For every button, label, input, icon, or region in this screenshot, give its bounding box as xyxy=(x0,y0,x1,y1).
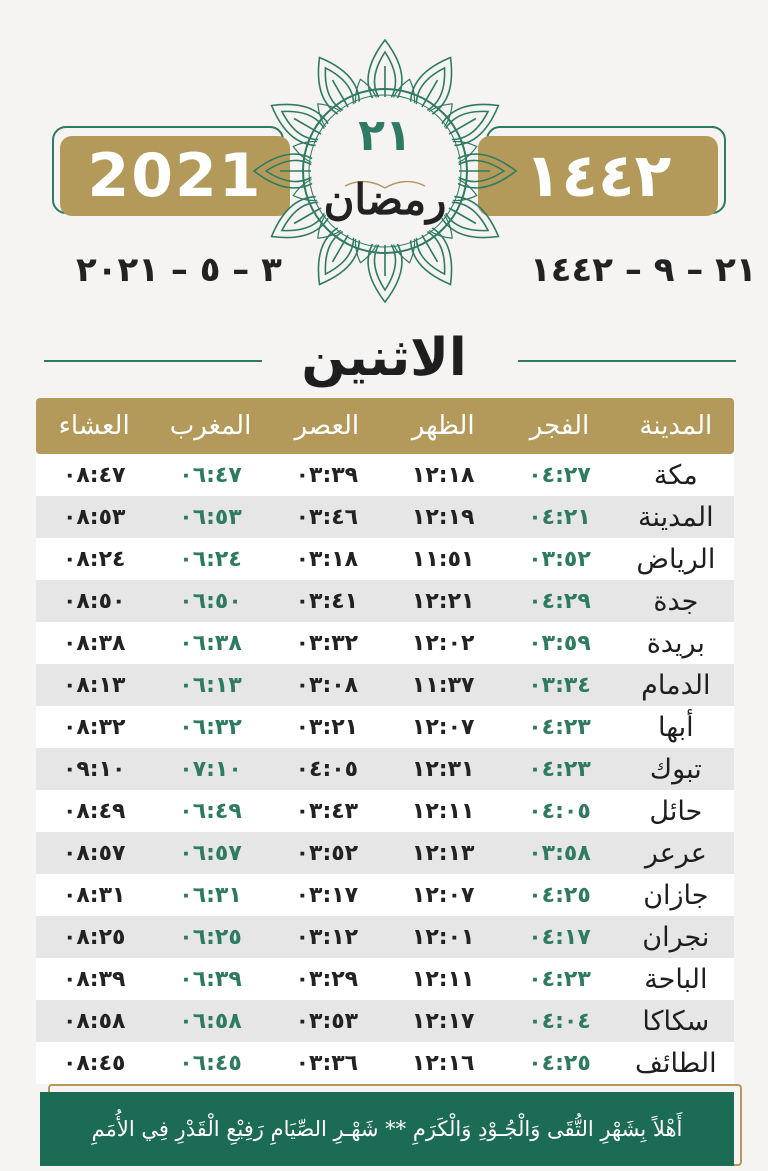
table-row xyxy=(36,496,734,538)
header-city: المدينة xyxy=(639,411,713,441)
cell-asr: ٠٣:٥٢ xyxy=(295,840,359,866)
cell-fajr: ٠٤:٢٥ xyxy=(528,882,591,908)
cell-asr: ٠٣:٣٦ xyxy=(295,1050,359,1076)
cell-maghrib: ٠٦:٣٨ xyxy=(179,630,242,656)
cell-maghrib: ٠٦:٥٠ xyxy=(179,588,242,614)
cell-asr: ٠٣:٠٨ xyxy=(295,672,359,698)
cell-fajr: ٠٤:٢٥ xyxy=(528,1050,591,1076)
table-row xyxy=(36,580,734,622)
cell-fajr: ٠٣:٥٩ xyxy=(528,630,591,656)
cell-maghrib: ٠٦:١٣ xyxy=(179,672,242,698)
ramadan-day-number: ٢١ xyxy=(358,110,412,161)
cell-isha: ٠٨:٥٨ xyxy=(62,1008,126,1034)
cell-asr: ٠٣:٥٣ xyxy=(295,1008,359,1034)
table-row xyxy=(36,664,734,706)
cell-fajr: ٠٣:٥٢ xyxy=(528,546,591,572)
cell-city: تبوك xyxy=(649,753,702,785)
header-isha: العشاء xyxy=(58,411,130,441)
table-header xyxy=(36,398,734,454)
cell-dhuhr: ١٢:٠١ xyxy=(411,924,475,950)
cell-city: نجران xyxy=(642,921,710,953)
cell-fajr: ٠٣:٣٤ xyxy=(528,672,591,698)
table-row xyxy=(36,706,734,748)
cell-isha: ٠٨:٣٩ xyxy=(62,966,126,992)
cell-asr: ٠٣:١٢ xyxy=(295,924,359,950)
cell-maghrib: ٠٦:٥٧ xyxy=(179,840,242,866)
cell-fajr: ٠٣:٥٨ xyxy=(528,840,591,866)
cell-city: جدة xyxy=(653,585,699,617)
cell-maghrib: ٠٦:٥٣ xyxy=(179,504,242,530)
cell-asr: ٠٣:١٨ xyxy=(295,546,359,572)
cell-dhuhr: ١١:٣٧ xyxy=(411,672,475,698)
cell-isha: ٠٨:٥٧ xyxy=(62,840,126,866)
cell-fajr: ٠٤:٠٤ xyxy=(528,1008,591,1034)
cell-dhuhr: ١٢:٠٧ xyxy=(411,714,475,740)
table-row xyxy=(36,454,734,496)
cell-isha: ٠٨:٥٣ xyxy=(62,504,126,530)
header-maghrib: المغرب xyxy=(169,411,252,441)
table-row xyxy=(36,832,734,874)
table-body xyxy=(36,454,734,1084)
table-row xyxy=(36,790,734,832)
cell-dhuhr: ١١:٥١ xyxy=(411,546,475,572)
cell-maghrib: ٠٦:٣٢ xyxy=(179,714,242,740)
cell-city: أبها xyxy=(657,711,694,743)
ramadan-emblem-icon xyxy=(250,36,520,306)
cell-maghrib: ٠٧:١٠ xyxy=(179,756,242,782)
cell-city: جازان xyxy=(643,879,709,911)
cell-asr: ٠٣:١٧ xyxy=(295,882,359,908)
cell-fajr: ٠٤:٢١ xyxy=(528,504,591,530)
cell-fajr: ٠٤:٠٥ xyxy=(528,798,591,824)
cell-dhuhr: ١٢:٠٢ xyxy=(411,630,475,656)
table-row xyxy=(36,1042,734,1084)
prayer-times-table xyxy=(36,398,734,1084)
cell-fajr: ٠٤:٢٣ xyxy=(528,714,591,740)
cell-dhuhr: ١٢:٠٧ xyxy=(411,882,475,908)
cell-dhuhr: ١٢:١٣ xyxy=(411,840,475,866)
cell-city: عرعر xyxy=(644,837,707,869)
cell-isha: ٠٨:٣٢ xyxy=(62,714,126,740)
cell-city: الباحة xyxy=(644,963,708,995)
table-row xyxy=(36,958,734,1000)
hijri-year: ١٤٤٢ xyxy=(524,141,672,211)
cell-fajr: ٠٤:٢٩ xyxy=(528,588,591,614)
table-row xyxy=(36,622,734,664)
cell-city: سكاكا xyxy=(642,1005,710,1037)
cell-maghrib: ٠٦:٤٩ xyxy=(179,798,242,824)
table-row xyxy=(36,916,734,958)
cell-dhuhr: ١٢:٢١ xyxy=(411,588,475,614)
header-fajr: الفجر xyxy=(529,411,590,441)
cell-isha: ٠٨:٢٥ xyxy=(62,924,126,950)
cell-isha: ٠٨:١٣ xyxy=(62,672,126,698)
cell-isha: ٠٩:١٠ xyxy=(62,756,126,782)
hijri-date: ٢١ – ٩ – ١٤٤٢ xyxy=(530,250,757,290)
cell-city: الدمام xyxy=(641,669,711,701)
cell-fajr: ٠٤:٢٣ xyxy=(528,966,591,992)
cell-maghrib: ٠٦:٢٤ xyxy=(179,546,242,572)
cell-asr: ٠٣:٣٩ xyxy=(295,462,359,488)
cell-asr: ٠٤:٠٥ xyxy=(295,756,359,782)
table-row xyxy=(36,538,734,580)
cell-maghrib: ٠٦:٤٧ xyxy=(179,462,242,488)
cell-dhuhr: ١٢:١١ xyxy=(411,798,475,824)
cell-fajr: ٠٤:١٧ xyxy=(528,924,591,950)
day-title: الاثنين xyxy=(301,328,467,388)
cell-city: بريدة xyxy=(646,627,705,659)
cell-city: الطائف xyxy=(635,1047,717,1079)
table-row xyxy=(36,1000,734,1042)
cell-maghrib: ٠٦:٣١ xyxy=(179,882,242,908)
ramadan-word: رمضان xyxy=(323,175,447,224)
gregorian-date: ٣ – ٥ – ٢٠٢١ xyxy=(76,250,282,290)
cell-isha: ٠٨:٥٠ xyxy=(62,588,126,614)
cell-asr: ٠٣:٣٢ xyxy=(295,630,359,656)
cell-maghrib: ٠٦:٣٩ xyxy=(179,966,242,992)
cell-isha: ٠٨:٢٤ xyxy=(62,546,126,572)
cell-dhuhr: ١٢:٣١ xyxy=(411,756,475,782)
cell-maghrib: ٠٦:٢٥ xyxy=(179,924,242,950)
cell-maghrib: ٠٦:٥٨ xyxy=(179,1008,242,1034)
header-asr: العصر xyxy=(294,411,360,441)
cell-asr: ٠٣:٢١ xyxy=(295,714,359,740)
cell-fajr: ٠٤:٢٣ xyxy=(528,756,591,782)
cell-asr: ٠٣:٤١ xyxy=(295,588,359,614)
cell-dhuhr: ١٢:١٧ xyxy=(411,1008,475,1034)
footer-verse-banner xyxy=(40,1092,734,1166)
footer-verse: أَهْلاً بِشَهْرِ التُّقَى وَالْجُـوْدِ وَالْكَرَمِ ** شَهْـرِ الصِّيَامِ رَفِيْعِ الْقَدْرِ فِي الأُمَمِ xyxy=(91,1117,683,1141)
cell-dhuhr: ١٢:١٩ xyxy=(411,504,475,530)
cell-maghrib: ٠٦:٤٥ xyxy=(179,1050,242,1076)
cell-dhuhr: ١٢:١١ xyxy=(411,966,475,992)
cell-dhuhr: ١٢:١٨ xyxy=(411,462,475,488)
cell-dhuhr: ١٢:١٦ xyxy=(411,1050,475,1076)
cell-isha: ٠٨:٣٨ xyxy=(62,630,126,656)
cell-asr: ٠٣:٤٣ xyxy=(295,798,359,824)
table-row xyxy=(36,874,734,916)
cell-city: الرياض xyxy=(636,543,716,575)
cell-isha: ٠٨:٤٩ xyxy=(62,798,126,824)
cell-asr: ٠٣:٤٦ xyxy=(295,504,359,530)
cell-isha: ٠٨:٤٥ xyxy=(62,1050,126,1076)
cell-city: حائل xyxy=(649,795,703,827)
table-row xyxy=(36,748,734,790)
gregorian-year: 2021 xyxy=(87,141,263,211)
header-dhuhr: الظهر xyxy=(411,411,475,441)
cell-isha: ٠٨:٤٧ xyxy=(62,462,126,488)
cell-isha: ٠٨:٣١ xyxy=(62,882,126,908)
cell-fajr: ٠٤:٢٧ xyxy=(528,462,591,488)
cell-asr: ٠٣:٢٩ xyxy=(295,966,359,992)
cell-city: المدينة xyxy=(638,501,714,533)
cell-city: مكة xyxy=(653,459,698,491)
